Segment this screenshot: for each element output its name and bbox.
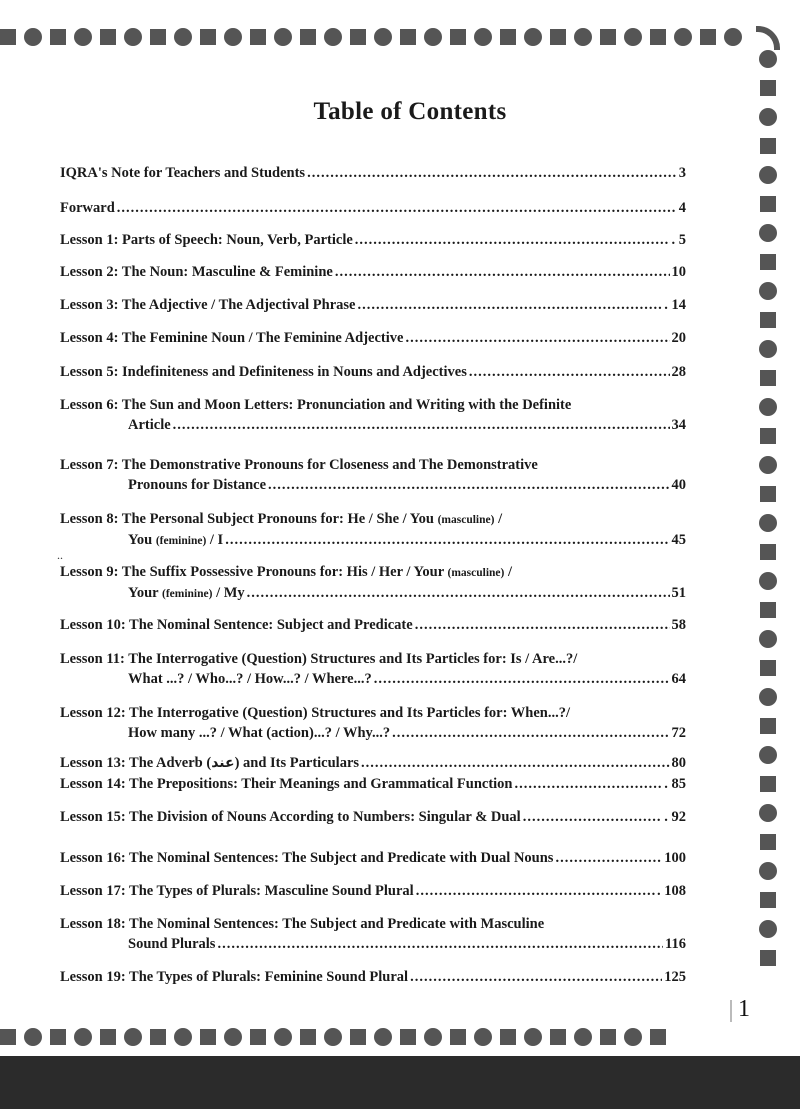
square-ornament-icon	[650, 29, 666, 45]
square-ornament-icon	[760, 892, 776, 908]
circle-ornament-icon	[124, 1028, 142, 1046]
gender-note: (feminine)	[155, 535, 207, 547]
gender-note: (feminine)	[161, 588, 213, 600]
toc-entry-title: Forward	[60, 200, 115, 216]
circle-ornament-icon	[124, 28, 142, 46]
circle-ornament-icon	[74, 1028, 92, 1046]
square-ornament-icon	[760, 80, 776, 96]
toc-entry[interactable]: Lesson 13: The Adverb (عند) and Its Particulars ..... 80	[60, 753, 686, 773]
square-ornament-icon	[760, 950, 776, 966]
circle-ornament-icon	[759, 920, 777, 938]
gender-note: (masculine)	[447, 567, 505, 579]
square-ornament-icon	[100, 29, 116, 45]
toc-entry-title-continued: Pronouns for Distance	[128, 477, 267, 493]
square-ornament-icon	[200, 1029, 216, 1045]
circle-ornament-icon	[759, 398, 777, 416]
circle-ornament-icon	[424, 1028, 442, 1046]
toc-entry-page: . 92	[664, 809, 686, 825]
toc-entry-page: 4	[678, 200, 686, 216]
toc-entry[interactable]	[60, 295, 686, 315]
toc-entry-title: Lesson 16: The Nominal Sentences: The Subject and Predicate with Dual Nouns	[60, 850, 554, 866]
toc-entry-title: Lesson 5: Indefiniteness and Definiteness in Nouns and Adjectives	[60, 364, 467, 380]
square-ornament-icon	[300, 29, 316, 45]
toc-entry-title: Lesson 12: The Interrogative (Question) Structures and Its Particles for: When...?/	[60, 705, 571, 721]
toc-entry-title: Lesson 18: The Nominal Sentences: The Subject and Predicate with Masculine	[60, 916, 545, 932]
toc-entry[interactable]	[60, 328, 686, 348]
toc-entry[interactable]	[60, 455, 686, 495]
square-ornament-icon	[350, 1029, 366, 1045]
square-ornament-icon	[500, 29, 516, 45]
toc-entry-page: 64	[671, 671, 686, 687]
toc-entry[interactable]	[60, 163, 686, 183]
toc-entry[interactable]	[60, 230, 686, 250]
square-ornament-icon	[250, 1029, 266, 1045]
toc-entry-page: . 5	[671, 232, 686, 248]
toc-entry[interactable]	[60, 262, 686, 282]
circle-ornament-icon	[759, 456, 777, 474]
circle-ornament-icon	[174, 1028, 192, 1046]
circle-ornament-icon	[574, 28, 592, 46]
circle-ornament-icon	[759, 804, 777, 822]
toc-entry-page: 58	[671, 617, 686, 633]
circle-ornament-icon	[759, 224, 777, 242]
toc-entry-page: 100	[664, 850, 686, 866]
page-number: 1	[738, 996, 750, 1022]
circle-ornament-icon	[759, 862, 777, 880]
toc-entry-title-continued: What ...? / Who...? / How...? / Where...?	[128, 671, 372, 687]
square-ornament-icon	[760, 428, 776, 444]
toc-entry-page: . 108	[657, 883, 686, 899]
circle-ornament-icon	[574, 1028, 592, 1046]
toc-entry-title: Lesson 13: The Adverb (	[60, 755, 212, 771]
toc-entry[interactable]	[60, 395, 686, 435]
circle-ornament-icon	[524, 1028, 542, 1046]
circle-ornament-icon	[674, 28, 692, 46]
square-ornament-icon	[760, 544, 776, 560]
toc-entry[interactable]	[60, 848, 686, 868]
toc-entry-title: Lesson 14: The Prepositions: Their Meanings and Grammatical Function	[60, 776, 513, 792]
toc-entry-title: Lesson 3: The Adjective / The Adjectival Phrase	[60, 297, 356, 313]
toc-entry-page: 28	[671, 364, 686, 380]
circle-ornament-icon	[759, 688, 777, 706]
toc-entry-page: 51	[671, 585, 686, 601]
toc-entry[interactable]	[60, 967, 686, 987]
square-ornament-icon	[550, 1029, 566, 1045]
circle-ornament-icon	[374, 28, 392, 46]
toc-entry-title: Lesson 2: The Noun: Masculine & Feminine	[60, 264, 333, 280]
square-ornament-icon	[50, 29, 66, 45]
square-ornament-icon	[200, 29, 216, 45]
circle-ornament-icon	[474, 28, 492, 46]
circle-ornament-icon	[474, 1028, 492, 1046]
toc-entry[interactable]	[60, 774, 686, 794]
square-ornament-icon	[760, 196, 776, 212]
page-number-mark	[730, 1000, 736, 1022]
circle-ornament-icon	[759, 166, 777, 184]
toc-entry-page: 10	[671, 264, 686, 280]
circle-ornament-icon	[524, 28, 542, 46]
square-ornament-icon	[50, 1029, 66, 1045]
square-ornament-icon	[0, 1029, 16, 1045]
circle-ornament-icon	[759, 572, 777, 590]
square-ornament-icon	[600, 29, 616, 45]
square-ornament-icon	[250, 29, 266, 45]
square-ornament-icon	[600, 1029, 616, 1045]
toc-entry-title: Lesson 9: The Suffix Possessive Pronouns for: His / Her / Your	[60, 564, 444, 580]
square-ornament-icon	[700, 29, 716, 45]
toc-entry-title-continued: You	[128, 532, 153, 548]
toc-entry[interactable]	[60, 703, 686, 743]
circle-ornament-icon	[624, 1028, 642, 1046]
toc-entry-page: 125	[664, 969, 686, 985]
toc-entry[interactable]	[60, 807, 686, 827]
toc-entry-page: 72	[671, 725, 686, 741]
circle-ornament-icon	[224, 1028, 242, 1046]
square-ornament-icon	[760, 660, 776, 676]
circle-ornament-icon	[724, 28, 742, 46]
arabic-word: عند	[211, 755, 235, 771]
toc-entry-title: Lesson 8: The Personal Subject Pronouns for: He / She / You	[60, 511, 434, 527]
circle-ornament-icon	[324, 1028, 342, 1046]
toc-entry-page: 80	[671, 755, 686, 771]
top-decorative-border	[0, 28, 770, 46]
toc-entry-page: 40	[671, 477, 686, 493]
footer-band	[0, 1056, 800, 1109]
square-ornament-icon	[760, 254, 776, 270]
circle-ornament-icon	[759, 630, 777, 648]
right-decorative-border	[759, 50, 777, 966]
toc-entry-title: Lesson 17: The Types of Plurals: Masculine Sound Plural	[60, 883, 414, 899]
square-ornament-icon	[150, 1029, 166, 1045]
toc-entry-title: Lesson 4: The Feminine Noun / The Feminine Adjective	[60, 330, 404, 346]
square-ornament-icon	[450, 1029, 466, 1045]
circle-ornament-icon	[174, 28, 192, 46]
square-ornament-icon	[400, 29, 416, 45]
circle-ornament-icon	[24, 28, 42, 46]
toc-entry[interactable]	[60, 649, 686, 689]
square-ornament-icon	[350, 29, 366, 45]
square-ornament-icon	[0, 29, 16, 45]
circle-ornament-icon	[274, 1028, 292, 1046]
toc-entry-title-continued: Article	[128, 417, 171, 433]
toc-entry-page: 34	[671, 417, 686, 433]
bottom-decorative-border	[0, 1028, 700, 1046]
toc-entry[interactable]: Lesson 8: The Personal Subject Pronouns for: He / She / You (masculine) / You (feminine) / I ..... 45	[60, 509, 686, 551]
circle-ornament-icon	[74, 28, 92, 46]
square-ornament-icon	[760, 370, 776, 386]
toc-entry-title: Lesson 1: Parts of Speech: Noun, Verb, Particle	[60, 232, 353, 248]
square-ornament-icon	[760, 138, 776, 154]
toc-entry-title-continued: How many ...? / What (action)...? / Why...?	[128, 725, 391, 741]
square-ornament-icon	[550, 29, 566, 45]
square-ornament-icon	[150, 29, 166, 45]
circle-ornament-icon	[24, 1028, 42, 1046]
circle-ornament-icon	[374, 1028, 392, 1046]
square-ornament-icon	[100, 1029, 116, 1045]
circle-ornament-icon	[759, 340, 777, 358]
toc-entry-title: Lesson 6: The Sun and Moon Letters: Pronunciation and Writing with the Definite	[60, 397, 572, 413]
circle-ornament-icon	[759, 50, 777, 68]
square-ornament-icon	[400, 1029, 416, 1045]
toc-entry-title: Lesson 7: The Demonstrative Pronouns for Closeness and The Demonstrative	[60, 457, 538, 473]
square-ornament-icon	[760, 718, 776, 734]
square-ornament-icon	[760, 486, 776, 502]
toc-entry[interactable]	[60, 615, 686, 635]
toc-entry[interactable]	[60, 881, 686, 901]
circle-ornament-icon	[759, 282, 777, 300]
square-ornament-icon	[760, 834, 776, 850]
square-ornament-icon	[650, 1029, 666, 1045]
square-ornament-icon	[300, 1029, 316, 1045]
circle-ornament-icon	[624, 28, 642, 46]
toc-entry[interactable]: Lesson 9: The Suffix Possessive Pronouns for: His / Her / Your (masculine) / Your (feminine) / My ..... 51	[60, 562, 686, 604]
page-title: Table of Contents	[313, 98, 507, 125]
toc-entry-title-continued: Your	[128, 585, 159, 601]
square-ornament-icon	[500, 1029, 516, 1045]
circle-ornament-icon	[274, 28, 292, 46]
gender-note: (masculine)	[437, 514, 495, 526]
circle-ornament-icon	[224, 28, 242, 46]
circle-ornament-icon	[759, 746, 777, 764]
toc-entry-page: . 14	[664, 297, 686, 313]
toc-entry-title-continued: Sound Plurals	[128, 936, 216, 952]
circle-ornament-icon	[424, 28, 442, 46]
circle-ornament-icon	[324, 28, 342, 46]
toc-entry-page: 20	[671, 330, 686, 346]
circle-ornament-icon	[759, 514, 777, 532]
toc-entry-title: Lesson 19: The Types of Plurals: Feminine Sound Plural	[60, 969, 409, 985]
toc-entry-page: 3	[678, 165, 686, 181]
square-ornament-icon	[760, 602, 776, 618]
toc-entry[interactable]	[60, 914, 686, 954]
toc-entry[interactable]	[60, 198, 686, 218]
toc-entry-title: IQRA's Note for Teachers and Students	[60, 165, 306, 181]
square-ornament-icon	[760, 776, 776, 792]
toc-entry-title: Lesson 11: The Interrogative (Question) Structures and Its Particles for: Is / Are...?/	[60, 651, 578, 667]
toc-entry[interactable]	[60, 362, 686, 382]
stray-mark: ..	[57, 548, 63, 562]
toc-entry-page: . 85	[664, 776, 686, 792]
toc-entry-page: 45	[671, 532, 686, 548]
toc-entry-page: 116	[665, 936, 686, 952]
toc-entry-title: Lesson 15: The Division of Nouns According to Numbers: Singular & Dual	[60, 809, 521, 825]
square-ornament-icon	[450, 29, 466, 45]
corner-ornament	[756, 26, 780, 50]
toc-entry-title: Lesson 10: The Nominal Sentence: Subject and Predicate	[60, 617, 413, 633]
square-ornament-icon	[760, 312, 776, 328]
